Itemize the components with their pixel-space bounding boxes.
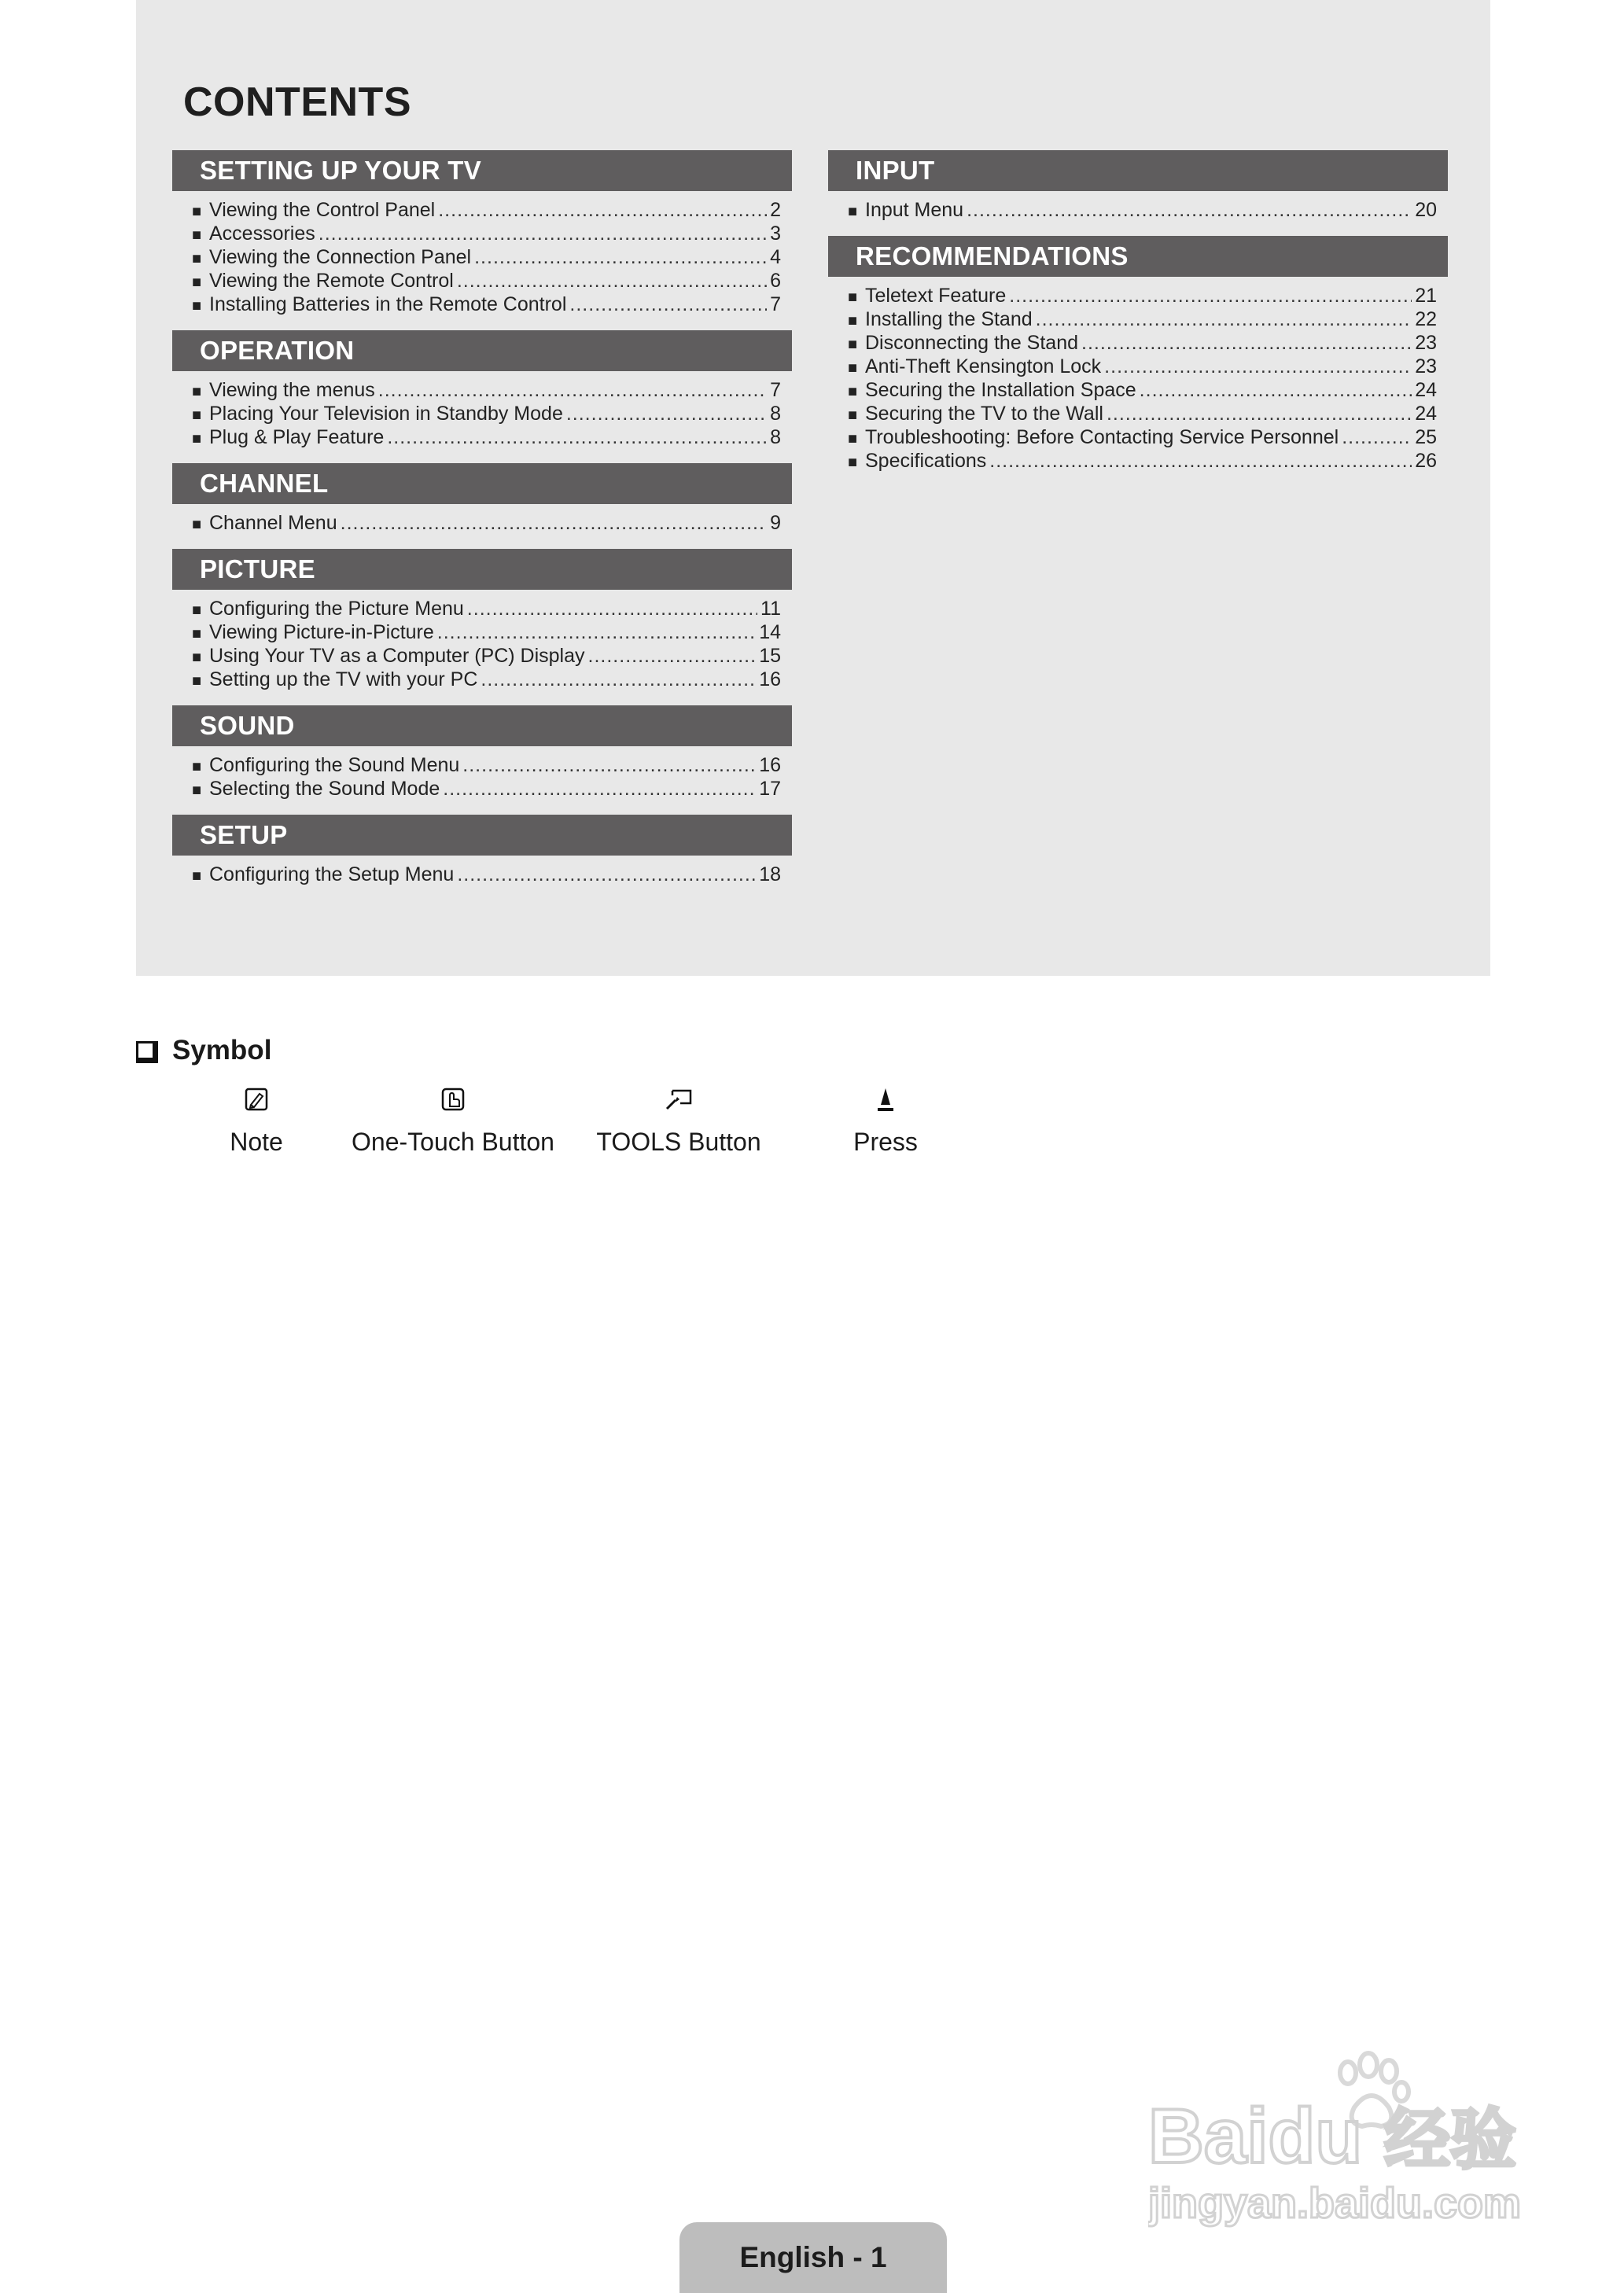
bullet-square-icon: ■ (192, 516, 202, 533)
toc-entry-page: 21 (1415, 285, 1437, 307)
toc-entry-label: Securing the TV to the Wall (865, 403, 1103, 425)
dot-leader (481, 668, 756, 691)
toc-entry-label: Plug & Play Feature (209, 426, 385, 448)
toc-entry-page: 16 (759, 754, 781, 776)
toc-entry-page: 26 (1415, 450, 1437, 472)
dot-leader (1107, 402, 1412, 425)
toc-section (172, 463, 792, 535)
bullet-square-icon: ■ (192, 782, 202, 799)
toc-entry-page: 17 (759, 778, 781, 800)
toc-entry-list (172, 590, 792, 691)
toc-entry-page: 18 (759, 863, 781, 885)
toc-entry-page: 14 (759, 621, 781, 643)
toc-entry-page: 20 (1415, 199, 1437, 221)
toc-entry (848, 449, 1437, 473)
toc-entry-label: Anti-Theft Kensington Lock (865, 355, 1102, 377)
toc-entry-label: Specifications (865, 450, 987, 472)
bullet-square-icon: ■ (192, 250, 202, 267)
toc-entry-page: 2 (770, 199, 781, 221)
toc-entry (848, 378, 1437, 402)
toc-entry (848, 198, 1437, 222)
toc-entry-label: Configuring the Sound Menu (209, 754, 460, 776)
toc-section (172, 815, 792, 886)
bullet-square-icon: ■ (192, 758, 202, 775)
dot-leader (387, 425, 767, 449)
dot-leader (457, 863, 756, 886)
toc-entry-page: 7 (770, 379, 781, 401)
toc-entry-page: 15 (759, 645, 781, 667)
page-title: CONTENTS (183, 79, 411, 125)
toc-entry-list (172, 856, 792, 886)
dot-leader (1104, 355, 1412, 378)
dot-leader (1009, 284, 1412, 307)
toc-entry (192, 198, 781, 222)
toc-entry (192, 863, 781, 886)
toc-entry (192, 293, 781, 316)
checkbox-icon (136, 1041, 155, 1060)
toc-entry (192, 644, 781, 668)
toc-entry-label: Installing Batteries in the Remote Control (209, 293, 567, 315)
page-footer-tab: English - 1 (679, 2222, 947, 2293)
bullet-square-icon: ■ (192, 672, 202, 690)
toc-entry (848, 402, 1437, 425)
bullet-square-icon: ■ (848, 430, 858, 447)
toc-entry-label: Channel Menu (209, 512, 337, 534)
toc-entry-label: Viewing the Remote Control (209, 270, 454, 292)
dot-leader (989, 449, 1412, 473)
bullet-square-icon: ■ (848, 203, 858, 220)
dot-leader (967, 198, 1412, 222)
dot-leader (443, 777, 756, 801)
dot-leader (467, 597, 757, 620)
toc-entry-list (828, 191, 1448, 222)
symbol-press-caption: Press (853, 1128, 918, 1156)
symbol-tools (561, 1082, 797, 1157)
dot-leader (378, 378, 767, 402)
bullet-square-icon: ■ (192, 407, 202, 424)
symbol-legend (0, 1082, 1624, 1169)
dot-leader (1081, 331, 1412, 355)
bullet-square-icon: ■ (192, 226, 202, 244)
toc-entry-label: Accessories (209, 223, 315, 245)
bullet-square-icon: ■ (192, 649, 202, 666)
toc-left-column (172, 150, 792, 900)
toc-entry-page: 23 (1415, 332, 1437, 354)
toc-entry (848, 284, 1437, 307)
toc-entry (192, 511, 781, 535)
toc-entry-page: 8 (770, 426, 781, 448)
toc-entry-label: Input Menu (865, 199, 964, 221)
toc-entry-list (172, 504, 792, 535)
bullet-square-icon: ■ (192, 602, 202, 619)
toc-entry-label: Securing the Installation Space (865, 379, 1136, 401)
symbol-heading (136, 1035, 271, 1066)
toc-entry (848, 307, 1437, 331)
toc-entry-page: 22 (1415, 308, 1437, 330)
toc-entry (192, 378, 781, 402)
toc-entry-page: 4 (770, 246, 781, 268)
toc-entry-page: 6 (770, 270, 781, 292)
bullet-square-icon: ■ (848, 312, 858, 329)
dot-leader (341, 511, 767, 535)
bullet-square-icon: ■ (848, 383, 858, 400)
bullet-square-icon: ■ (192, 867, 202, 885)
toc-entry (848, 425, 1437, 449)
bullet-square-icon: ■ (848, 336, 858, 353)
section-header: OPERATION (172, 330, 792, 371)
section-header: RECOMMENDATIONS (828, 236, 1448, 277)
toc-entry-list (172, 746, 792, 801)
section-header: INPUT (828, 150, 1448, 191)
tools-button-icon (561, 1082, 797, 1117)
bullet-square-icon: ■ (192, 383, 202, 400)
symbol-note-caption: Note (230, 1128, 283, 1156)
toc-entry-label: Configuring the Picture Menu (209, 598, 464, 620)
baidu-watermark (1148, 2045, 1541, 2233)
press-icon (768, 1082, 1003, 1117)
toc-entry-label: Selecting the Sound Mode (209, 778, 440, 800)
toc-entry (192, 777, 781, 801)
toc-section (828, 236, 1448, 473)
dot-leader (1036, 307, 1412, 331)
toc-entry-label: Configuring the Setup Menu (209, 863, 455, 885)
toc-entry-page: 25 (1415, 426, 1437, 448)
bullet-square-icon: ■ (192, 274, 202, 291)
dot-leader (462, 753, 756, 777)
toc-entry (192, 269, 781, 293)
dot-leader (569, 293, 767, 316)
toc-entry (192, 753, 781, 777)
toc-entry-page: 3 (770, 223, 781, 245)
dot-leader (566, 402, 767, 425)
toc-entry-list (172, 191, 792, 316)
symbol-one-touch (335, 1082, 571, 1157)
toc-entry (848, 331, 1437, 355)
bullet-square-icon: ■ (848, 289, 858, 306)
section-header: SETUP (172, 815, 792, 856)
section-header: CHANNEL (172, 463, 792, 504)
bullet-square-icon: ■ (848, 407, 858, 424)
bullet-square-icon: ■ (192, 297, 202, 315)
toc-entry-label: Disconnecting the Stand (865, 332, 1079, 354)
bullet-square-icon: ■ (192, 430, 202, 447)
toc-entry-label: Teletext Feature (865, 285, 1007, 307)
toc-entry-label: Viewing the menus (209, 379, 375, 401)
toc-entry (192, 597, 781, 620)
toc-entry-list (172, 371, 792, 449)
toc-section (172, 705, 792, 801)
dot-leader (588, 644, 757, 668)
symbol-one-touch-caption: One-Touch Button (352, 1128, 554, 1156)
dot-leader (319, 222, 767, 245)
section-header: SETTING UP YOUR TV (172, 150, 792, 191)
toc-entry-list (828, 277, 1448, 473)
toc-entry-page: 8 (770, 403, 781, 425)
symbol-press (768, 1082, 1003, 1157)
toc-entry-page: 7 (770, 293, 781, 315)
toc-entry (192, 425, 781, 449)
watermark-brand-cn: 经验 (1384, 2101, 1517, 2178)
toc-entry (192, 668, 781, 691)
toc-section (828, 150, 1448, 222)
bullet-square-icon: ■ (192, 203, 202, 220)
toc-entry (192, 245, 781, 269)
toc-entry (848, 355, 1437, 378)
dot-leader (1140, 378, 1412, 402)
toc-section (172, 549, 792, 691)
toc-entry-label: Viewing the Control Panel (209, 199, 436, 221)
dot-leader (457, 269, 767, 293)
toc-right-column (828, 150, 1448, 487)
toc-entry-label: Installing the Stand (865, 308, 1033, 330)
toc-entry-page: 11 (760, 598, 781, 620)
dot-leader (437, 620, 756, 644)
toc-section (172, 150, 792, 316)
toc-entry-page: 24 (1415, 379, 1437, 401)
toc-section (172, 330, 792, 449)
toc-entry-page: 23 (1415, 355, 1437, 377)
toc-entry-page: 24 (1415, 403, 1437, 425)
dot-leader (474, 245, 767, 269)
one-touch-button-icon (335, 1082, 571, 1117)
section-header: SOUND (172, 705, 792, 746)
toc-entry-label: Viewing Picture-in-Picture (209, 621, 434, 643)
watermark-url: jingyan.baidu.com (1148, 2180, 1522, 2227)
toc-entry-page: 9 (770, 512, 781, 534)
bullet-square-icon: ■ (192, 625, 202, 642)
dot-leader (438, 198, 767, 222)
bullet-square-icon: ■ (848, 454, 858, 471)
symbol-tools-caption: TOOLS Button (596, 1128, 761, 1156)
toc-entry-label: Placing Your Television in Standby Mode (209, 403, 563, 425)
toc-entry-label: Viewing the Connection Panel (209, 246, 472, 268)
symbol-heading-text: Symbol (172, 1035, 272, 1066)
toc-entry (192, 222, 781, 245)
toc-entry (192, 402, 781, 425)
dot-leader (1342, 425, 1412, 449)
bullet-square-icon: ■ (848, 359, 858, 377)
toc-entry (192, 620, 781, 644)
toc-entry-page: 16 (759, 668, 781, 690)
section-header: PICTURE (172, 549, 792, 590)
toc-entry-label: Setting up the TV with your PC (209, 668, 478, 690)
toc-entry-label: Using Your TV as a Computer (PC) Display (209, 645, 585, 667)
watermark-brand: Baidu (1148, 2092, 1363, 2179)
toc-entry-label: Troubleshooting: Before Contacting Service Personnel (865, 426, 1339, 448)
